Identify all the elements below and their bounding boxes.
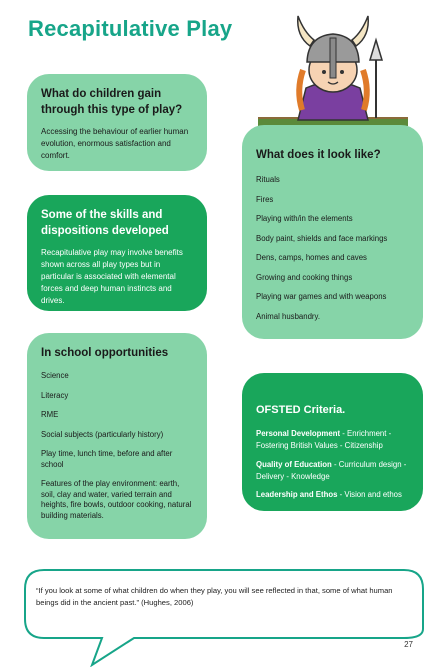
look-heading: What does it look like? bbox=[256, 149, 381, 161]
page-number: 27 bbox=[404, 640, 413, 649]
look-list bbox=[256, 175, 409, 322]
list-item: Science bbox=[41, 371, 69, 381]
list-item: Growing and cooking things bbox=[256, 272, 353, 282]
ofsted-item: Leadership and Ethos - Vision and ethos bbox=[256, 489, 402, 499]
list-item: Social subjects (particularly history) bbox=[41, 429, 164, 439]
skills-heading: Some of the skills and dispositions developed bbox=[41, 209, 169, 238]
list-item: RME bbox=[41, 410, 59, 420]
list-item: Rituals bbox=[256, 175, 280, 185]
list-item: Literacy bbox=[41, 390, 69, 400]
list-item: Play time, lunch time, before and after school bbox=[41, 449, 173, 469]
quote-text: “If you look at some of what children do when they play, you will see reflected in that, some of what human beings did in the ancient past.” (Hughes, 2006) bbox=[36, 586, 393, 607]
speech-bubble-outline bbox=[24, 569, 424, 667]
school-card bbox=[27, 333, 207, 539]
gain-heading: What do children gain through this type of play? bbox=[41, 88, 183, 117]
viking-child-illustration bbox=[258, 10, 408, 130]
list-item: Features of the play environment: earth, soil, clay and water, varied terrain and heights, fire bowls, outdoor cooking, natural building materials. bbox=[41, 479, 192, 520]
ofsted-card bbox=[242, 373, 423, 511]
skills-card bbox=[27, 195, 207, 311]
gain-card bbox=[27, 74, 207, 171]
ofsted-heading: OFSTED Criteria. bbox=[256, 404, 346, 416]
quote-bubble bbox=[24, 569, 424, 667]
look-card bbox=[242, 125, 423, 339]
list-item: Body paint, shields and face markings bbox=[256, 233, 388, 243]
ofsted-item: Personal Development - Enrichment - Fostering British Values - Citizenship bbox=[256, 429, 392, 451]
list-item: Dens, camps, homes and caves bbox=[256, 253, 367, 263]
list-item: Playing with/in the elements bbox=[256, 214, 353, 224]
list-item: Fires bbox=[256, 194, 274, 204]
school-heading: In school opportunities bbox=[41, 347, 169, 359]
ofsted-item: Quality of Education - Curriculum design - Delivery - Knowledge bbox=[256, 459, 407, 481]
list-item: Playing war games and with weapons bbox=[256, 292, 387, 302]
gain-text: Accessing the behaviour of earlier human evolution, enormous satisfaction and comfort. bbox=[41, 127, 189, 161]
school-list bbox=[41, 371, 193, 521]
list-item: Animal husbandry. bbox=[256, 311, 320, 321]
page-title: Recapitulative Play bbox=[28, 16, 233, 41]
skills-text: Recapitulative play may involve benefits shown across all play types but in particular is associated with elemental forces and deep human instincts and drives. bbox=[41, 248, 183, 306]
